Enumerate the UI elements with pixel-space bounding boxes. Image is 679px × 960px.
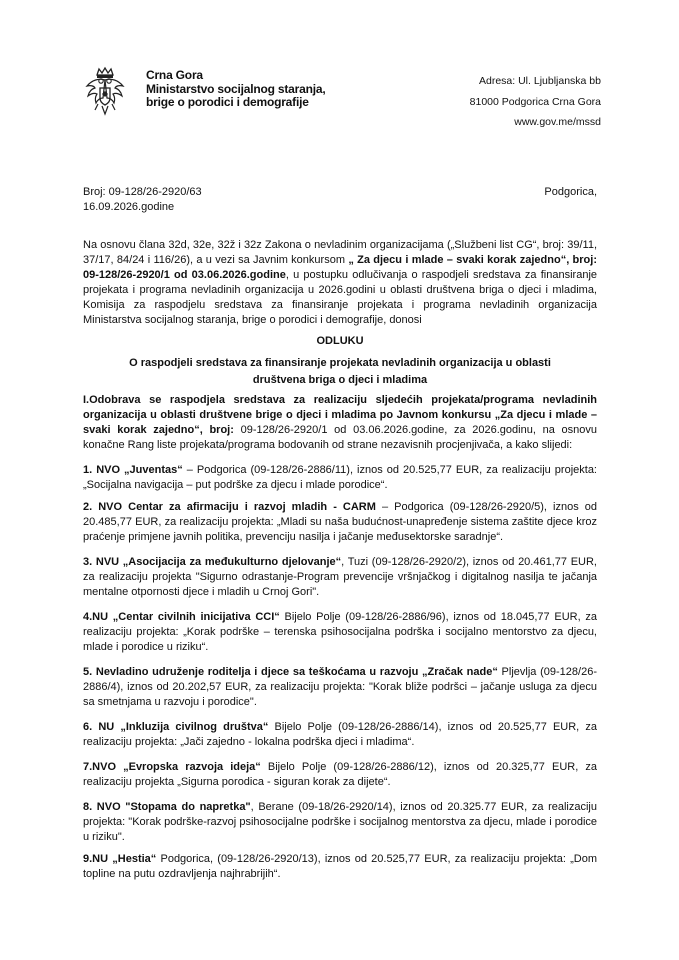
address-city: 81000 Podgorica Crna Gora	[469, 95, 601, 108]
list-item: 3. NVU „Asocijacija za međukulturno djelovanje“, Tuzi (09-128/26-2920/2), iznos od 20.461,77 EUR, za realizaciju projekta "Sigurno odrastanje-Program prevencije vršnjačkog i digitalnog nasilja te jačanja mentalne otpornosti djece i mladih u Crnoj Gori".	[83, 556, 597, 598]
list-item: 4.NU „Centar civilnih inicijativa CCI“ Bijelo Polje (09-128/26-2886/96), iznos od 18.045,77 EUR, za realizaciju projekta: „Korak podrške – terenska psihosocijalna podrška i socijalno mentorstvo za djecu, mlade i porodice u riziku“.	[83, 611, 597, 653]
list-item: 5. Nevladino udruženje roditelja i djece sa teškoćama u razvoju „Zračak nade“ Pljevlja (09-128/26-2886/4), iznos od 20.202,57 EUR, za realizaciju projekta: "Korak bliže podršci – jačanje usluga za djecu sa smetnjama u razvoju i porodice".	[83, 666, 597, 708]
decision-title: ODLUKU	[316, 335, 364, 347]
list-item: 6. NU „Inkluzija civilnog društva“ Bijelo Polje (09-128/26-2886/14), iznos od 20.525,77 EUR, za realizaciju projekta: „Jači zajedno - lokalna podrška djeci i mladima“.	[83, 721, 598, 748]
coat-of-arms-icon	[83, 66, 127, 118]
document-date: 16.09.2026.godine	[83, 201, 175, 213]
ministry-name-line2: brige o porodici i demografije	[146, 95, 309, 109]
address-street: Adresa: Ul. Ljubljanska bb	[479, 75, 601, 87]
list-item: 2. NVO Centar za afirmaciju i razvoj mladih - CARM – Podgorica (09-128/26-2920/5), iznos od 20.485,77 EUR, za realizaciju projekta: „Mladi su naša budućnost-unapređenje sistema zaštite djece kroz praćenje primjene javnih politika, prevenciju nasilja i jačanje međusektorske saradnje“.	[83, 501, 597, 543]
reference-number: Broj: 09-128/26-2920/63	[83, 186, 202, 198]
decision-subtitle: O raspodjeli sredstava za finansiranje projekata nevladinih organizacija u oblasti društvena briga o djeci i mladima	[129, 357, 551, 386]
intro-paragraph: Na osnovu člana 32d, 32e, 32ž i 32z Zakona o nevladinim organizacijama („Službeni list CG“, broj: 39/11, 37/17, 84/24 i 116/26), a u vezi sa Javnim konkursom „ Za djecu i mlade – svaki korak zajedno“, broj: 09-128/26-2920/1 od 03.06.2026.godine, u postupku odlučivanja o raspodjeli sredstava za finansiranje projekata i programa nevladinih organizacija u 2026.godini u oblasti društvena briga o djeci i mladima, Komisija za raspodjelu sredstava za finansiranje projekata i programa nevladinih organizacija Ministarstva socijalnog staranja, brige o porodici i demografije, donosi	[83, 239, 598, 326]
letterhead	[83, 64, 603, 134]
country-name: Crna Gora	[146, 68, 203, 82]
address-block	[470, 71, 601, 133]
issuer-block	[146, 69, 325, 110]
list-item: 7.NVO „Evropska razvoja ideja“ Bijelo Polje (09-128/26-2886/12), iznos od 20.325,77 EUR, za realizaciju projekta „Sigurna porodica - siguran korak za dijete“.	[83, 761, 597, 788]
list-item: 9.NU „Hestia“ Podgorica, (09-128/26-2920/13), iznos od 20.525,77 EUR, za realizaciju projekta: „Dom topline na putu ozdravljenja najhrabrijih“.	[83, 853, 597, 880]
list-item: 8. NVO "Stopama do napretka", Berane (09-18/26-2920/14), iznos od 20.325.77 EUR, za realizaciju projekta: "Korak podrške-razvoj psihosocijalne podrške i socijalnog mentorstva za djecu, mlade i porodice u riziku".	[83, 801, 597, 843]
section-one-paragraph: I.Odobrava se raspodjela sredstava za realizaciju sljedećih projekata/programa nevladinih organizacija u oblasti društvene brige o djeci i mladima po Javnom konkursu „Za djecu i mlade – svaki korak zajedno“, broj: 09-128/26-2920/1 od 03.06.2026.godine, za 2026.godinu, na osnovu konačne Rang liste projekata/programa bodovanih od strane nezavisnih procjenjivača, a kako slijedi:	[83, 394, 597, 451]
document-body	[83, 238, 597, 882]
document-place: Podgorica,	[544, 186, 597, 198]
website-link[interactable]: www.gov.me/mssd	[514, 116, 601, 128]
list-item: 1. NVO „Juventas“ – Podgorica (09-128/26-2886/11), iznos od 20.525,77 EUR, za realizaciju projekta: „Socijalna navigacija – put podrške za djecu i mlade porodice“.	[83, 464, 597, 491]
document-meta	[83, 185, 597, 215]
ministry-name-line1: Ministarstvo socijalnog staranja,	[146, 81, 326, 96]
